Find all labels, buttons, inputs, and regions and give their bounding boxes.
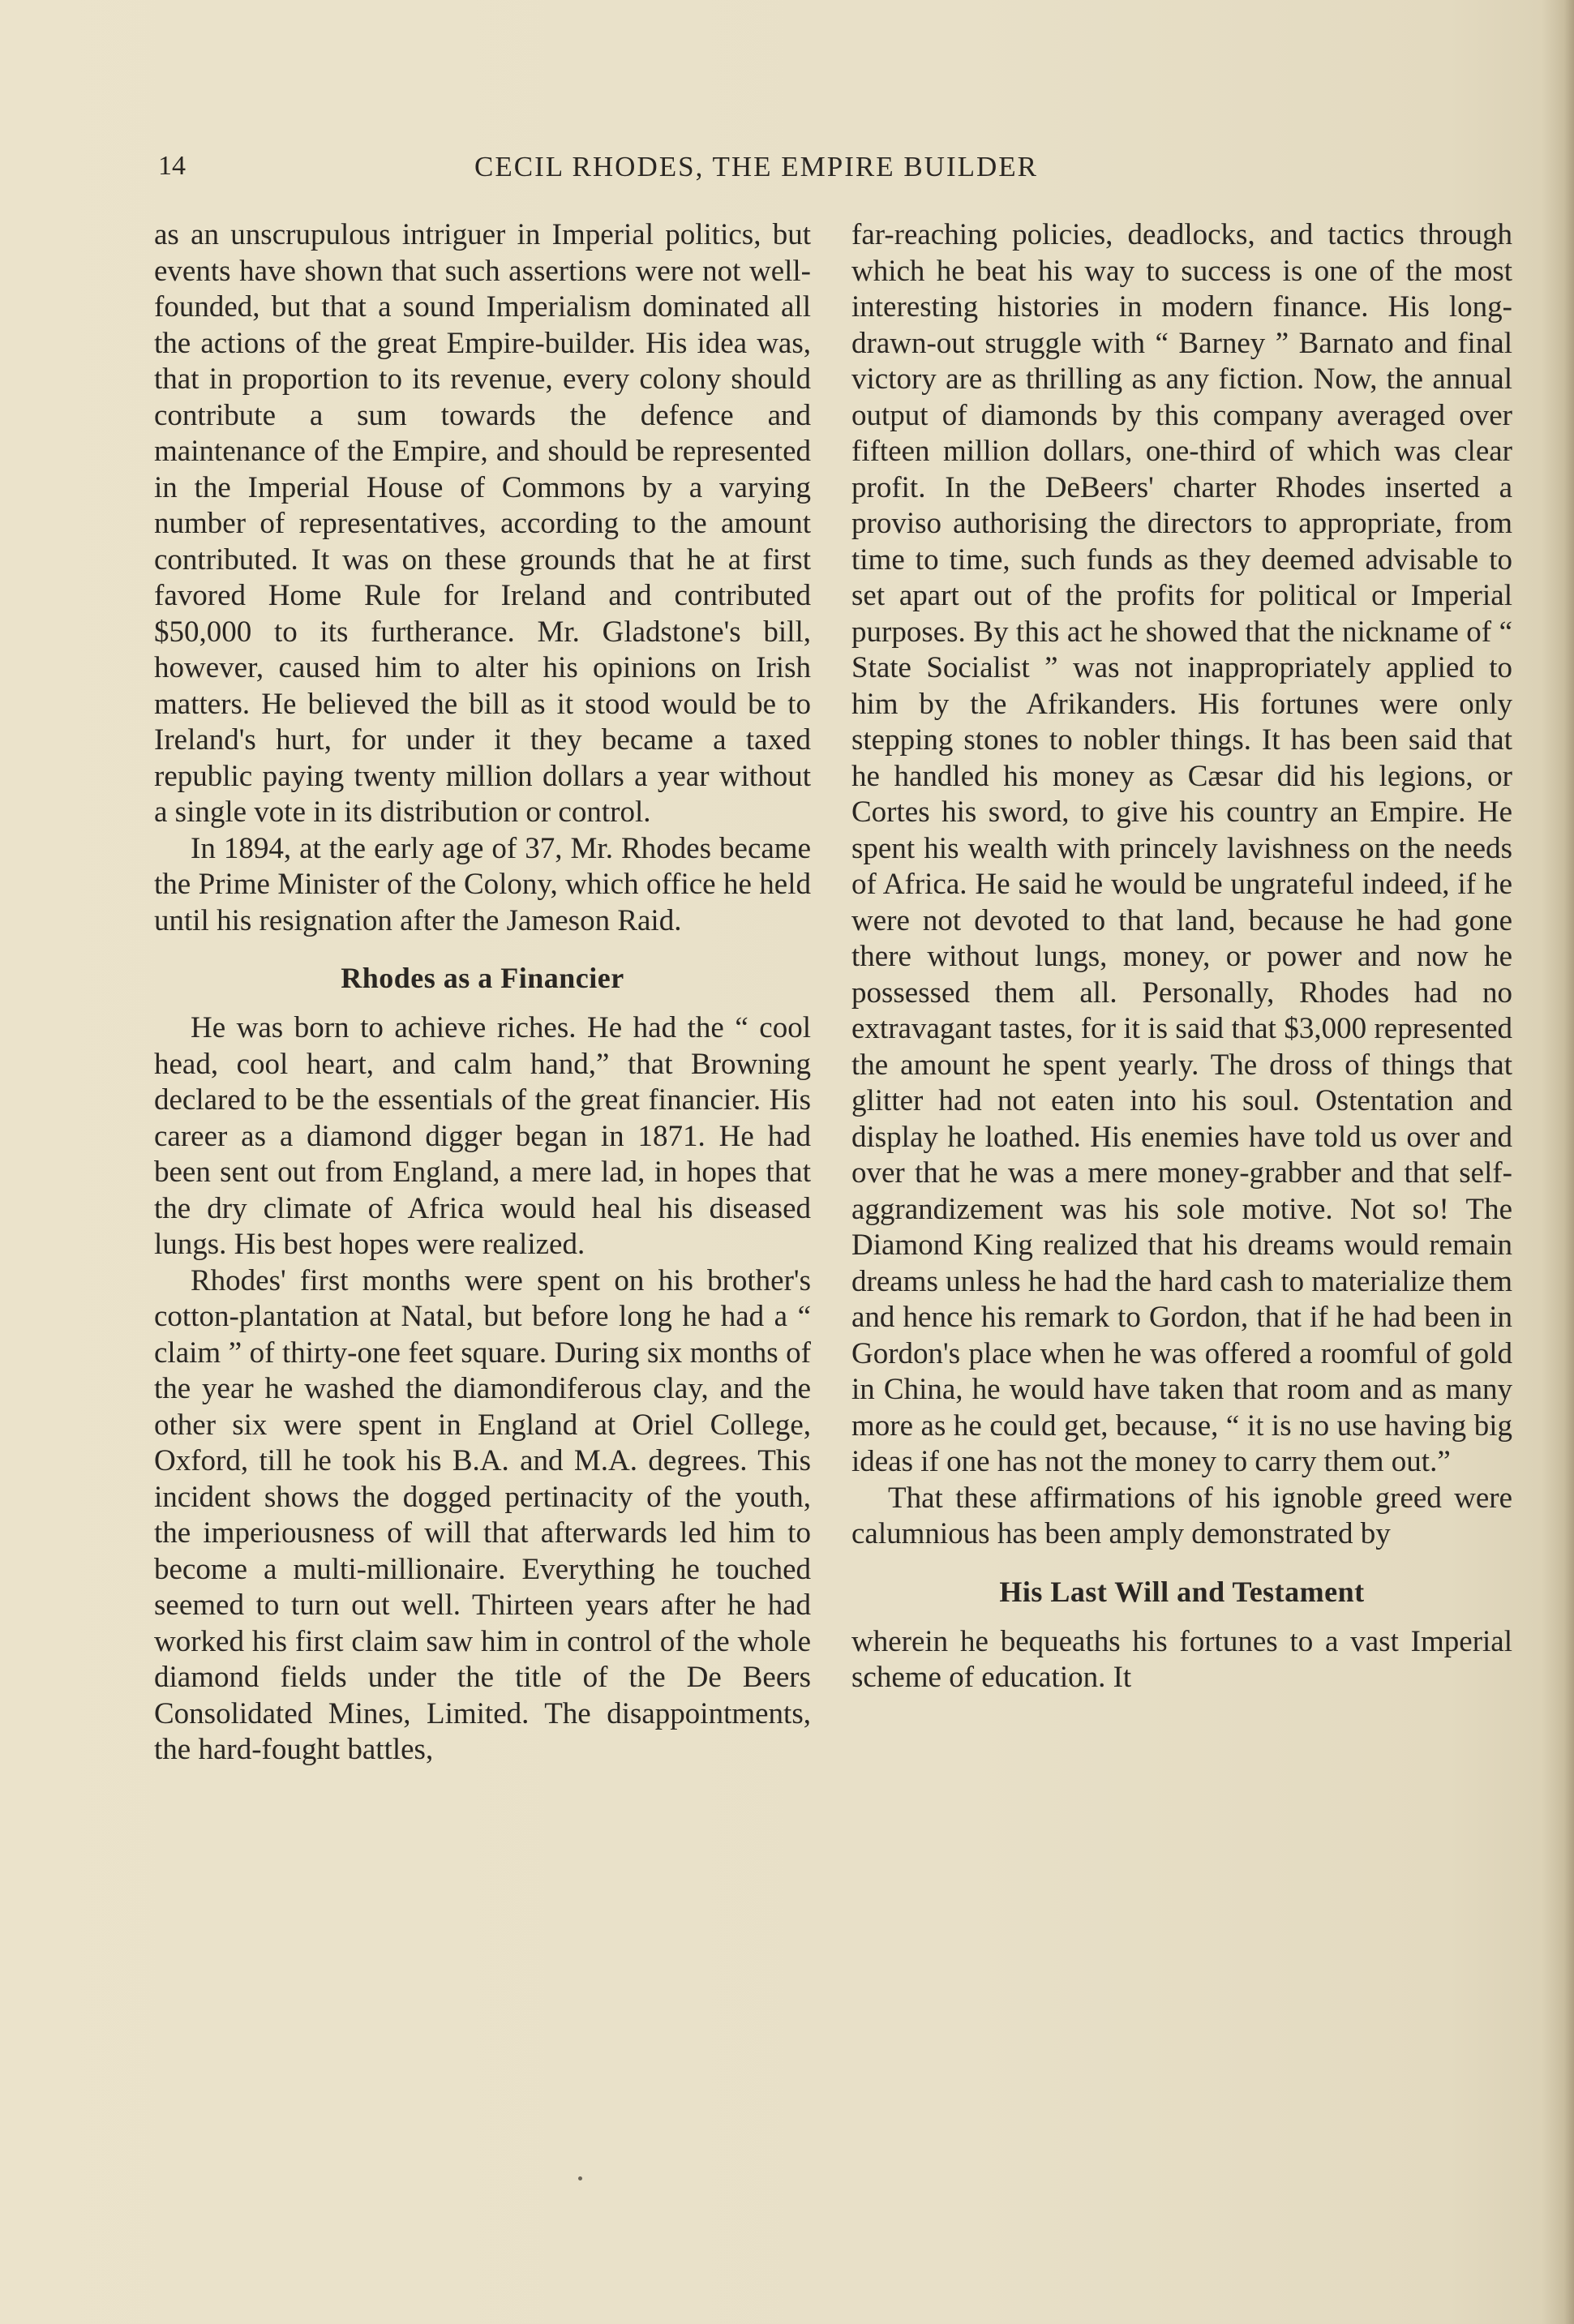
left-column (154, 217, 811, 1769)
print-speck (578, 2176, 582, 2180)
right-column (851, 217, 1512, 1696)
left-paragraph-1: as an unscrupulous intriguer in Imperial politics, but events have shown that such assertions were not well-founded, but that a sound Imperialism dominated all the actions of the great Empire-builder. His idea was, that in proportion to its revenue, every colony should contribute a sum towards the defence and maintenance of the Empire, and should be represented in the Imperial House of Commons by a varying number of representatives, according to the amount contributed. It was on these grounds that he at first favored Home Rule for Ireland and contributed $50,000 to its furtherance. Mr. Gladstone's bill, however, caused him to alter his opinions on Irish matters. He believed the bill as it stood would be to Ireland's hurt, for under it they became a taxed republic paying twenty million dollars a year without a single vote in its distribution or control. (154, 218, 811, 829)
right-paragraph-3: wherein he bequeaths his fortunes to a vast Imperial scheme of education. It (851, 1624, 1512, 1694)
running-head (158, 151, 1529, 191)
running-title: CECIL RHODES, THE EMPIRE BUILDER (474, 151, 1038, 182)
section-heading-last-will: His Last Will and Testament (999, 1575, 1365, 1608)
page-edge-shadow (1542, 0, 1574, 2324)
right-paragraph-2: That these affirmations of his ignoble greed were calumnious has been amply demonstrated by (851, 1481, 1512, 1550)
left-paragraph-4: Rhodes' first months were spent on his brother's cotton-plantation at Natal, but before long he had a “ claim ” of thirty-one feet square. During six months of the year he washed the diamondiferous clay, and the other six were spent in England at Oriel College, Oxford, till he took his B.A. and M.A. degrees. This incident shows the dogged pertinacity of the youth, the imperiousness of will that afterwards led him to become a multi-millionaire. Everything he touched seemed to turn out well. Thirteen years after he had worked his first claim saw him in control of the whole diamond fields under the title of the De Beers Consolidated Mines, Limited. The disappointments, the hard-fought battles, (154, 1263, 811, 1766)
section-heading-financier: Rhodes as a Financier (341, 962, 624, 994)
right-paragraph-1: far-reaching policies, deadlocks, and tactics through which he beat his way to success is one of the most interesting histories in modern finance. His long-drawn-out struggle with “ Barney ” Barnato and final victory are as thrilling as any fiction. Now, the annual output of diamonds by this company averaged over fifteen million dollars, one-third of which was clear profit. In the DeBeers' charter Rhodes inserted a proviso authorising the directors to appropriate, from time to time, such funds as they deemed advisable to set apart out of the profits for political or Imperial purposes. By this act he showed that the nickname of “ State Socialist ” was not inappropriately applied to him by the Afrikanders. His fortunes were only stepping stones to nobler things. It has been said that he handled his money as Cæsar did his legions, or Cortes his sword, to give his country an Empire. He spent his wealth with princely lavishness on the needs of Africa. He said he would be ungrateful indeed, if he were not devoted to that land, because he had gone there without lungs, money, or power and now he possessed them all. Personally, Rhodes had no extravagant tastes, for it is said that $3,000 represented the amount he spent yearly. The dross of things that glitter had not eaten into his soul. Ostentation and display he loathed. His enemies have told us over and over that he was a mere money-grabber and that self-aggrandizement was his sole motive. Not so! The Diamond King realized that his dreams would remain dreams unless he had the hard cash to materialize them and hence his remark to Gordon, that if he had been in Gordon's place when he was offered a roomful of gold in China, he would have taken that room and as many more as he could get, because, “ it is no use having big ideas if one has not the money to carry them out.” (851, 218, 1512, 1478)
left-paragraph-3: He was born to achieve riches. He had the “ cool head, cool heart, and calm hand,” that Browning declared to be the essentials of the great financier. His career as a diamond digger began in 1871. He had been sent out from England, a mere lad, in hopes that the dry climate of Africa would heal his diseased lungs. His best hopes were realized. (154, 1011, 811, 1261)
page-number: 14 (158, 151, 186, 181)
left-paragraph-2: In 1894, at the early age of 37, Mr. Rhodes became the Prime Minister of the Colony, which office he held until his resignation after the Jameson Raid. (154, 831, 811, 937)
